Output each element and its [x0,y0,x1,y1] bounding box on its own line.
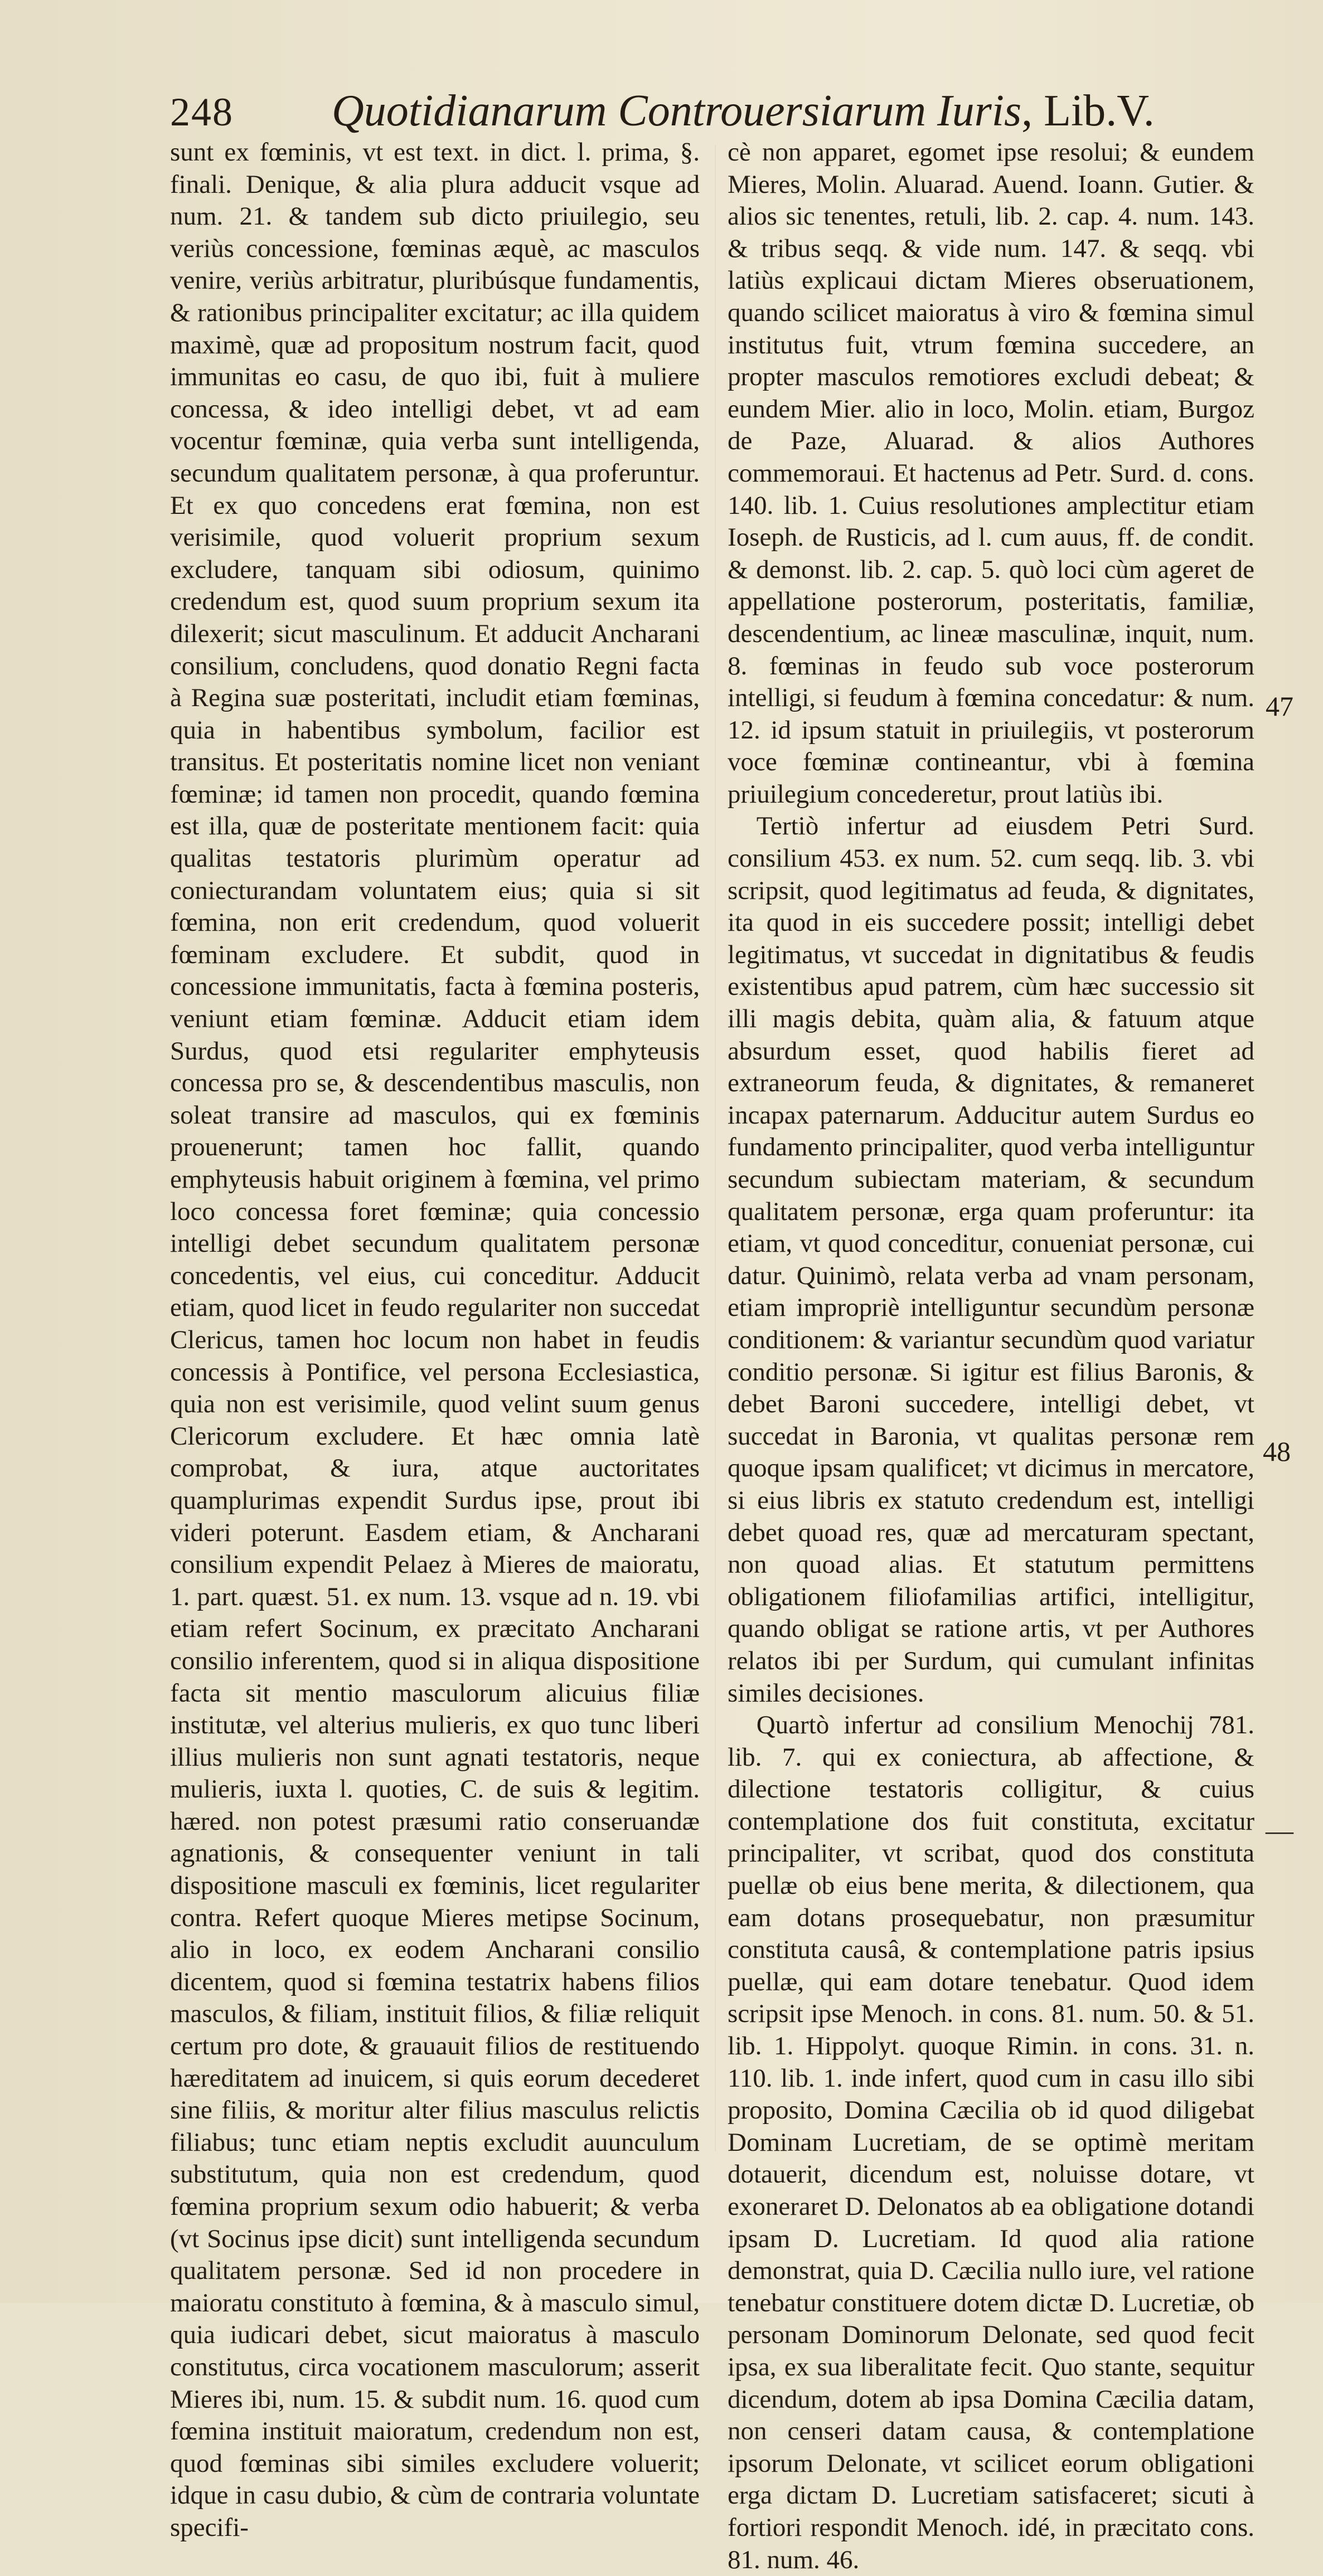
column-gutter [715,145,716,2151]
right-paragraph-3: Quartò infertur ad consilium Menochij 781. lib. 7. qui ex coniectura, ab affectione, & dilectione testatoris colligitur, & cuius contemplatione dos fuit constituta, excitatur principaliter, vt scribat, quod dos constituta puellæ ob eius bene merita, & dilectionem, qua eam dotans prosequebatur, non præsumitur constituta causâ, & contemplatione patris ipsius puellæ, qui eam dotare tenebatur. Quod idem scripsit ipse Menoch. in cons. 81. num. 50. & 51. lib. 1. Hippolyt. quoque Rimin. in cons. 31. n. 110. lib. 1. inde infert, quod cum in casu illo sibi proposito, Domina Cæcilia ob id quod diligebat Dominam Lucretiam, de se optimè meritam dotauerit, dicendum est, noluisse dotare, vt exoneraret D. Delonatos ab ea obligatione dotandi ipsam D. Lucretiam. Id quod alia ratione demonstrat, quia D. Cæcilia nullo iure, vel ratione tenebatur constituere dotem dictæ D. Lucretiæ, ob personam Dominorum Delonate, sed quod fecit ipsa, ex sua liberalitate fecit. Quo stante, sequitur dicendum, dotem ab ipsa Domina Cæcilia datam, non censeri datam causa, & contemplatione ipsorum Delonate, vt scilicet eorum obligationi erga dictam D. Lucretiam satisfaceret; sicuti à fortiori respondit Menoch. idé, in præcitato cons. 81. num. 46. [728,1710,1254,2574]
right-paragraph-1: cè non apparet, egomet ipse resolui; & eundem Mieres, Molin. Aluarad. Auend. Ioann. Gutier. & alios sic tenentes, retuli, lib. 2. cap. 4. num. 143. & tribus seqq. & vide num. 147. & seqq. vbi latiùs explicaui dictam Mieres obseruationem, quando scilicet maioratus à viro & fœmina simul institutus fuit, vtrum fœmina succedere, an propter masculos remotiores excludi debeat; & eundem Mier. alio in loco, Molin. etiam, Burgoz de Paze, Aluarad. & alios Authores commemoraui. Et hactenus ad Petr. Surd. d. cons. 140. lib. 1. Cuius resolutiones amplectitur etiam Ioseph. de Rusticis, ad l. cum auus, ff. de condit. & demonst. lib. 2. cap. 5. quò loci cùm ageret de appellatione posterorum, posteritatis, familiæ, descendentium, ac lineæ masculinæ, inquit, num. 8. fœminas in feudo sub voce posterorum intelligi, si feudum à fœmina concedatur: & num. 12. id ipsum statuit in priuilegiis, vt posterorum voce fœminæ contineantur, vbi à fœmina priuilegium concederetur, prout latiùs ibi. [728,138,1254,809]
margin-number-47: 47 [1266,691,1293,722]
margin-dash: — [1266,1815,1293,1846]
running-title [332,86,1155,137]
left-column [170,137,700,2544]
left-paragraph-1: sunt ex fœminis, vt est text. in dict. l. prima, §. finali. Denique, & alia plura adducit vsque ad num. 21. & tandem sub dicto priuilegio, seu veriùs concessione, fœminas æquè, ac masculos venire, veriùs arbitratur, pluribúsque fundamentis, & rationibus principaliter excitatur; ac illa quidem maximè, quæ ad propositum nostrum facit, quod immunitas eo casu, de quo ibi, fuit à muliere concessa, & ideo intelligi debet, vt ad eam vocentur fœminæ, quia verba sunt intelligenda, secundum qualitatem personæ, à qua proferuntur. Et ex quo concedens erat fœmina, non est verisimile, quod voluerit proprium sexum excludere, tanquam sibi odiosum, quinimo credendum est, quod suum proprium sexum ita dilexerit; sicut masculinum. Et adducit Ancharani consilium, concludens, quod donatio Regni facta à Regina suæ posteritati, includit etiam fœminas, quia in habentibus symbolum, facilior est transitus. Et posteritatis nomine licet non veniant fœminæ; id tamen non procedit, quando fœmina est illa, quæ de posteritate mentionem facit: quia qualitas testatoris plurimùm operatur ad coniecturandam voluntatem eius; quia si sit fœmina, non erit credendum, quod voluerit fœminam excludere. Et subdit, quod in concessione immunitatis, facta à fœmina posteris, veniunt etiam fœminæ. Adducit etiam idem Surdus, quod etsi regulariter emphyteusis concessa pro se, & descendentibus masculis, non soleat transire ad masculos, qui ex fœminis prouenerunt; tamen hoc fallit, quando emphyteusis habuit originem à fœmina, vel primo loco concessa foret fœminæ; quia concessio intelligi debet secundum qualitatem personæ concedentis, vel eius, cui conceditur. Adducit etiam, quod licet in feudo regulariter non succedat Clericus, tamen hoc locum non habet in feudis concessis à Pontifice, vel persona Ecclesiastica, quia non est verisimile, quod velint suum genus Clericorum excludere. Et hæc omnia latè comprobat, & iura, atque auctoritates quamplurimas expendit Surdus ipse, prout ibi videri poterunt. Easdem etiam, & Ancharani consilium expendit Pelaez à Mieres de maioratu, 1. part. quæst. 51. ex num. 13. vsque ad n. 19. vbi etiam refert Socinum, ex præcitato Ancharani consilio inferentem, quod si in aliqua dispositione facta sit mentio masculorum alicuius filiæ institutæ, vel alterius mulieris, ex quo tunc liberi illius mulieris non sunt agnati testatoris, neque mulieris, iuxta l. quoties, C. de suis & legitim. hæred. non potest præsumi ratio conseruandæ agnationis, & consequenter veniunt in tali dispositione masculi ex fœminis, licet regulariter contra. Refert quoque Mieres metipse Socinum, alio in loco, ex eodem Ancharani consilio dicentem, quod si fœmina testatrix habens filios masculos, & filiam, instituit filios, & filiæ reliquit certum pro dote, & grauauit filios de restituendo hæreditatem ad inuicem, si quis eorum decederet sine filiis, & moritur alter filius masculus relictis filiabus; tunc etiam neptis excludit auunculum substitutum, quia non est credendum, quod fœmina proprium sexum odio habuerit; & verba (vt Socinus ipse dicit) sunt intelligenda secundum qualitatem personæ. Sed id non procedere in maioratu constituto à fœmina, & à masculo simul, quia iudicari debet, sicut maioratus à masculo constitutus, circa vocationem masculorum; asserit Mieres ibi, num. 15. & subdit num. 16. quod cum fœmina instituit maioratum, credendum non est, quod fœminas sibi similes excludere voluerit; idque in casu dubio, & cùm de contraria voluntate specifi- [170,138,700,2542]
right-column [728,137,1254,2576]
running-title-separator: , [1021,86,1033,135]
running-title-text: Quotidianarum Controuersiarum Iuris [332,86,1022,135]
page-header [170,84,1263,145]
right-paragraph-2: Tertiò infertur ad eiusdem Petri Surd. consilium 453. ex num. 52. cum seqq. lib. 3. vbi scripsit, quod legitimatus ad feuda, & dignitates, ita quod in eis succedere possit; intelligi debet legitimatus, vt succedat in dignitatibus & feudis existentibus apud patrem, cùm hæc successio sit illi magis debita, quàm alia, & fatuum atque absurdum esset, quod habilis fieret ad extraneorum feuda, & dignitates, & remaneret incapax paternarum. Adducitur autem Surdus eo fundamento principaliter, quod verba intelliguntur secundum subiectam materiam, & secundum qualitatem personæ, erga quam proferuntur: ita etiam, vt quod conceditur, conueniat personæ, cui datur. Quinimò, relata verba ad vnam personam, etiam impropriè intelliguntur secundùm personæ conditionem: & variantur secundùm quod variatur conditio personæ. Si igitur est filius Baronis, & debet Baroni succedere, intelligi debet, vt succedat in Baronia, vt qualitas personæ rem quoque ipsam qualificet; vt dicimus in mercatore, si eius libris ex statuto credendum est, intelligi debet quoad res, quæ ad mercaturam spectant, non quoad alias. Et statutum permittens obligationem filiofamilias artifici, intelligitur, quando obligat se ratione artis, vt per Authores relatos ibi per Surdum, qui cumulant infinitas similes decisiones. [728,811,1254,1708]
page-number: 248 [170,90,234,134]
book-label: Lib.V. [1044,86,1155,135]
margin-number-48: 48 [1263,1436,1291,1467]
